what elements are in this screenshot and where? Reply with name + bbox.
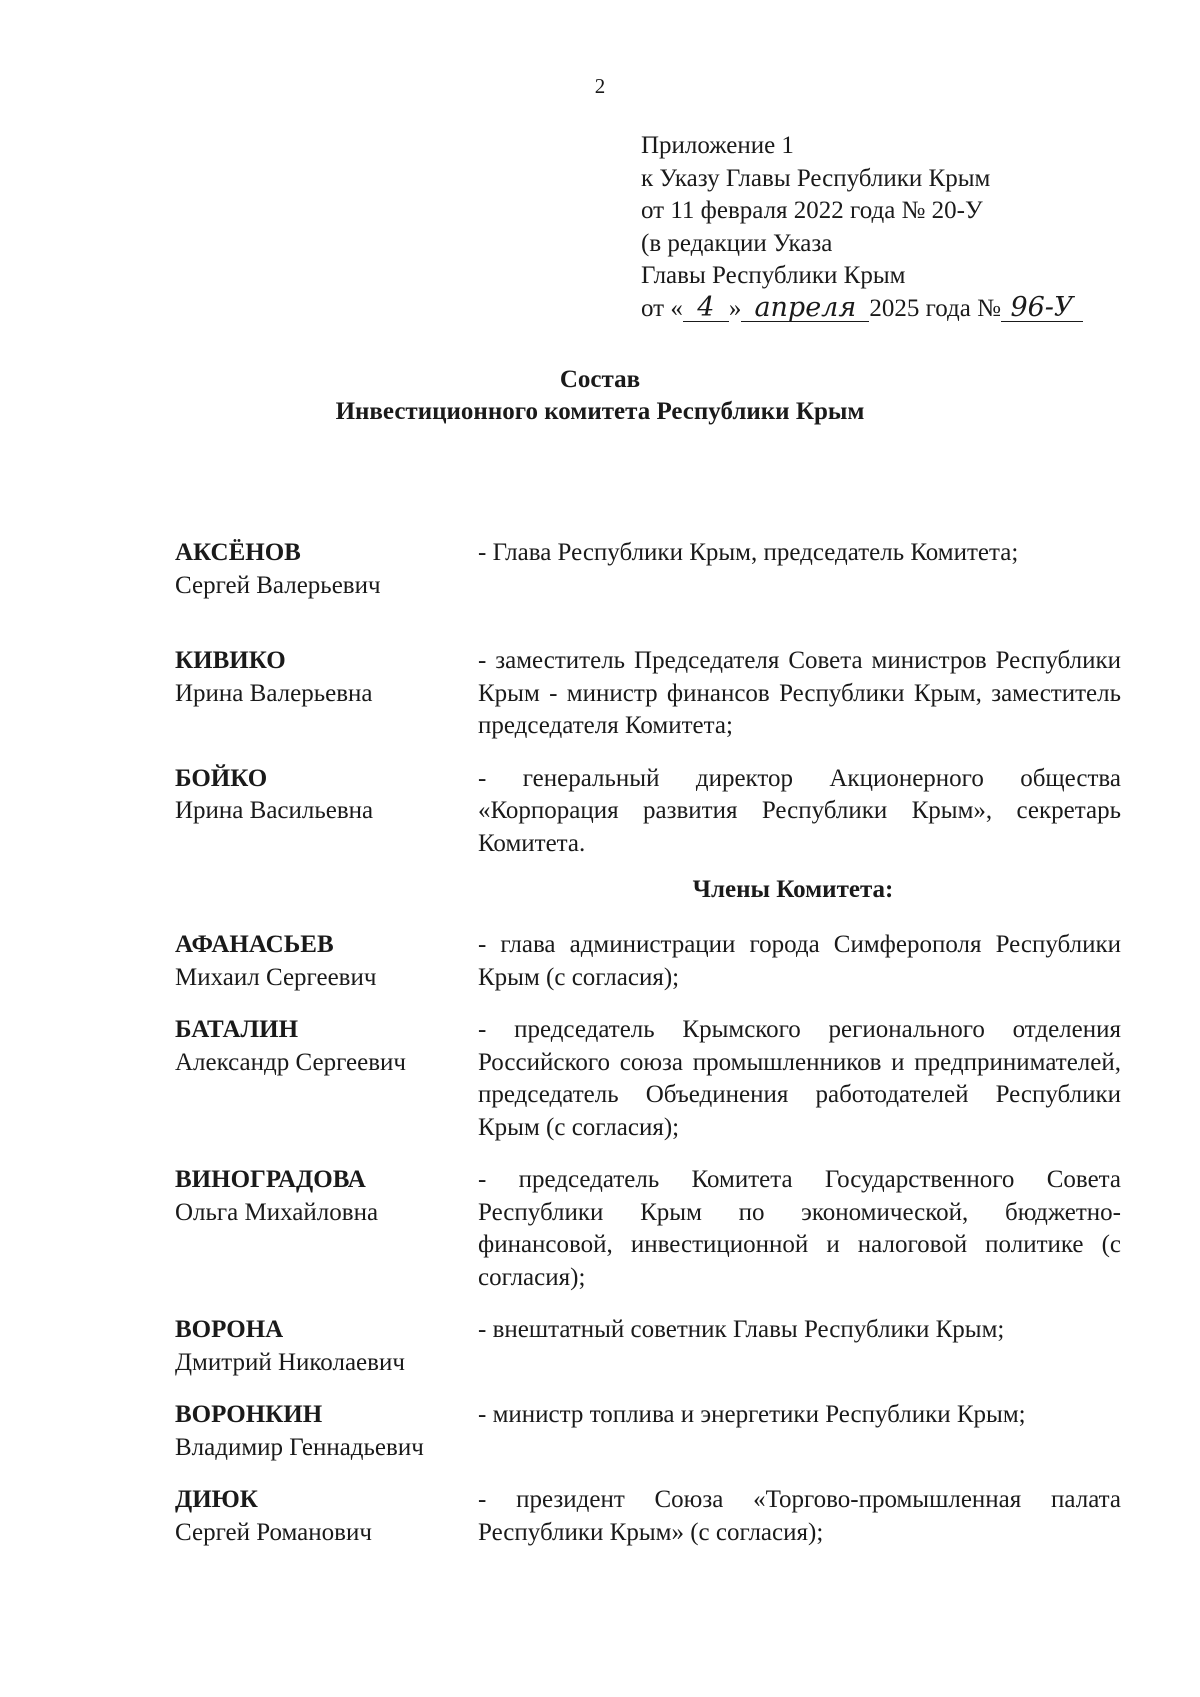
- member-surname: БАТАЛИН: [175, 1016, 299, 1043]
- member-given-name: Михаил Сергеевич: [175, 963, 377, 991]
- member-surname: БОЙКО: [175, 764, 268, 792]
- date-mid: »: [728, 294, 742, 322]
- member-given-name: Ирина Валерьевна: [175, 679, 373, 707]
- member-given-name: Сергей Романович: [175, 1518, 372, 1546]
- member-role: - внештатный советник Главы Республики Крым;: [478, 1316, 1005, 1343]
- amendment-date-line: [641, 293, 1083, 326]
- member-role: - министр топлива и энергетики Республики Крым;: [478, 1401, 1026, 1428]
- member-role: - глава администрации города Симферополя Республики Крым (с согласия);: [478, 931, 1121, 991]
- handwritten-order-number: 96-У: [1001, 295, 1083, 322]
- member-role: - председатель Крымского регионального отделения Российского союза промышленников и предпринимателей, председатель Объединения работодателей Республики Крым (с согласия);: [478, 1016, 1121, 1141]
- member-row: [175, 645, 1121, 743]
- member-surname: ВИНОГРАДОВА: [175, 1166, 366, 1193]
- member-surname: ДИЮК: [175, 1486, 258, 1513]
- member-name: [175, 1314, 478, 1379]
- member-surname: АФАНАСЬЕВ: [175, 931, 334, 958]
- member-name: [175, 1014, 478, 1144]
- member-name: [175, 763, 478, 861]
- member-row: [175, 763, 1121, 861]
- member-row: [175, 1164, 1121, 1294]
- member-role: - Глава Республики Крым, председатель Комитета;: [478, 539, 1019, 566]
- member-name: [175, 1399, 478, 1464]
- member-row: [175, 1014, 1121, 1144]
- member-role: - президент Союза «Торгово-промышленная палата Республики Крым» (с согласия);: [478, 1486, 1121, 1546]
- member-name: [175, 537, 478, 602]
- member-role: - председатель Комитета Государственного Совета Республики Крым по экономической, бюджетно-финансовой, инвестиционной и налоговой политике (с согласия);: [478, 1166, 1121, 1291]
- member-row: [175, 537, 1121, 602]
- date-prefix: от «: [641, 294, 683, 322]
- member-name: [175, 929, 478, 994]
- appendix-line: от 11 февраля 2022 года № 20-У: [641, 197, 983, 224]
- appendix-line: Главы Республики Крым: [641, 262, 906, 289]
- member-surname: КИВИКО: [175, 647, 286, 674]
- members-heading: Члены Комитета:: [692, 876, 894, 903]
- member-row: [175, 929, 1121, 994]
- member-given-name: Сергей Валерьевич: [175, 571, 381, 599]
- committee-list: [175, 537, 1121, 1549]
- appendix-header: [641, 130, 1083, 325]
- appendix-line: к Указу Главы Республики Крым: [641, 164, 991, 192]
- member-surname: ВОРОНА: [175, 1316, 284, 1343]
- member-role: - заместитель Председателя Совета министров Республики Крым - министр финансов Республики Крым, заместитель председателя Комитета;: [478, 647, 1121, 739]
- member-row: [175, 1484, 1121, 1549]
- member-given-name: Дмитрий Николаевич: [175, 1348, 405, 1376]
- page-number: 2: [594, 74, 606, 98]
- appendix-line: (в редакции Указа: [641, 229, 833, 257]
- member-given-name: Ольга Михайловна: [175, 1198, 379, 1226]
- handwritten-day: 4: [683, 295, 729, 322]
- appendix-line: Приложение 1: [641, 132, 794, 159]
- member-row: [175, 1399, 1121, 1464]
- member-surname: АКСЁНОВ: [175, 539, 301, 566]
- member-given-name: Владимир Геннадьевич: [175, 1433, 424, 1461]
- member-surname: ВОРОНКИН: [175, 1401, 323, 1428]
- document-subtitle: Инвестиционного комитета Республики Крым: [335, 398, 865, 425]
- date-year: 2025 года №: [869, 294, 1001, 322]
- handwritten-month: апреля: [741, 295, 869, 322]
- document-title: Состав: [559, 366, 641, 393]
- member-given-name: Ирина Васильевна: [175, 797, 374, 824]
- member-name: [175, 645, 478, 743]
- member-name: [175, 1484, 478, 1549]
- member-given-name: Александр Сергеевич: [175, 1048, 406, 1076]
- member-role: - генеральный директор Акционерного общества «Корпорация развития Республики Крым», секретарь Комитета.: [478, 764, 1121, 857]
- member-name: [175, 1164, 478, 1294]
- member-row: [175, 1314, 1121, 1379]
